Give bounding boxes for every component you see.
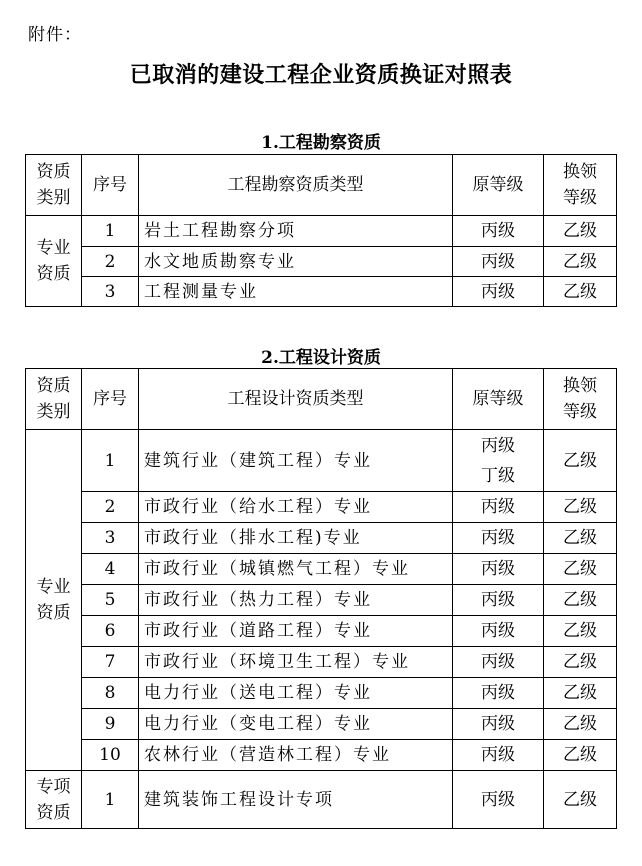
row-index: 3	[82, 523, 139, 554]
cell-line: 类别	[36, 188, 71, 208]
original-grade: 丙级	[453, 585, 544, 616]
cell-line: 类别	[36, 402, 71, 422]
cell-line: 资质	[36, 376, 71, 396]
col-header-index: 序号	[82, 155, 139, 216]
new-grade: 乙级	[544, 678, 617, 709]
original-grade: 丙级	[453, 647, 544, 678]
row-index: 2	[82, 247, 139, 277]
cell-line: 换领	[563, 376, 597, 396]
new-grade: 乙级	[544, 523, 617, 554]
cell-line: 资质	[36, 162, 71, 182]
col-header-new-grade	[544, 155, 617, 216]
qualification-type: 农林行业（营造林工程）专业	[139, 740, 453, 771]
cell-line: 专业	[36, 238, 71, 258]
category-cell	[26, 430, 82, 771]
qualification-type: 电力行业（变电工程）专业	[139, 709, 453, 740]
cell-line: 资质	[36, 603, 71, 623]
row-index: 1	[82, 430, 139, 492]
attachment-label: 附件：	[28, 25, 82, 45]
col-header-new-grade	[544, 369, 617, 430]
new-grade: 乙级	[544, 585, 617, 616]
new-grade: 乙级	[544, 277, 617, 307]
table-row	[26, 554, 617, 585]
new-grade: 乙级	[544, 709, 617, 740]
col-header-index: 序号	[82, 369, 139, 430]
qualification-type: 市政行业（道路工程）专业	[139, 616, 453, 647]
table-row	[26, 492, 617, 523]
original-grade	[453, 430, 544, 492]
new-grade: 乙级	[544, 740, 617, 771]
header-row	[26, 369, 617, 430]
qualification-type: 建筑装饰工程设计专项	[139, 771, 453, 829]
design-qualification-table	[25, 368, 617, 829]
new-grade: 乙级	[544, 492, 617, 523]
original-grade: 丙级	[453, 277, 544, 307]
table-row	[26, 647, 617, 678]
original-grade: 丙级	[453, 216, 544, 247]
document-title: 已取消的建设工程企业资质换证对照表	[129, 62, 513, 88]
table-row	[26, 709, 617, 740]
section-title-survey: 1.工程勘察资质	[261, 133, 381, 153]
col-header-category	[26, 155, 82, 216]
original-grade: 丙级	[453, 523, 544, 554]
col-header-category	[26, 369, 82, 430]
qualification-type: 市政行业（给水工程）专业	[139, 492, 453, 523]
original-grade: 丙级	[453, 616, 544, 647]
original-grade: 丙级	[453, 709, 544, 740]
col-header-orig-grade: 原等级	[453, 369, 544, 430]
row-index: 4	[82, 554, 139, 585]
row-index: 1	[82, 216, 139, 247]
new-grade: 乙级	[544, 647, 617, 678]
qualification-type: 建筑行业（建筑工程）专业	[139, 430, 453, 492]
table-row	[26, 678, 617, 709]
original-grade: 丙级	[453, 740, 544, 771]
row-index: 5	[82, 585, 139, 616]
original-grade: 丙级	[453, 771, 544, 829]
new-grade: 乙级	[544, 554, 617, 585]
cell-line: 换领	[563, 162, 597, 182]
category-cell	[26, 771, 82, 829]
qualification-type: 工程测量专业	[139, 277, 453, 307]
qualification-type: 岩土工程勘察分项	[139, 216, 453, 247]
section-title-design: 2.工程设计资质	[261, 348, 381, 368]
new-grade: 乙级	[544, 247, 617, 277]
row-index: 2	[82, 492, 139, 523]
cell-line: 等级	[563, 402, 597, 422]
table-row	[26, 523, 617, 554]
header-row	[26, 155, 617, 216]
row-index: 1	[82, 771, 139, 829]
cell-line: 专业	[36, 577, 71, 597]
table-row	[26, 216, 617, 247]
original-grade: 丙级	[453, 492, 544, 523]
row-index: 8	[82, 678, 139, 709]
col-header-type: 工程设计资质类型	[139, 369, 453, 430]
grade-line: 丁级	[481, 465, 515, 486]
row-index: 9	[82, 709, 139, 740]
new-grade: 乙级	[544, 616, 617, 647]
col-header-orig-grade: 原等级	[453, 155, 544, 216]
cell-line: 专项	[36, 776, 71, 797]
new-grade: 乙级	[544, 430, 617, 492]
table-row	[26, 740, 617, 771]
new-grade: 乙级	[544, 771, 617, 829]
original-grade: 丙级	[453, 678, 544, 709]
table-row	[26, 771, 617, 829]
survey-qualification-table	[25, 154, 617, 307]
qualification-type: 水文地质勘察专业	[139, 247, 453, 277]
row-index: 7	[82, 647, 139, 678]
grade-line: 丙级	[481, 435, 515, 456]
cell-line: 等级	[563, 188, 597, 208]
row-index: 6	[82, 616, 139, 647]
row-index: 10	[82, 740, 139, 771]
qualification-type: 市政行业（城镇燃气工程）专业	[139, 554, 453, 585]
new-grade: 乙级	[544, 216, 617, 247]
qualification-type: 电力行业（送电工程）专业	[139, 678, 453, 709]
qualification-type: 市政行业（热力工程）专业	[139, 585, 453, 616]
cell-line: 资质	[36, 264, 71, 284]
cell-line: 资质	[36, 802, 71, 823]
table-row	[26, 277, 617, 307]
category-cell	[26, 216, 82, 307]
original-grade: 丙级	[453, 554, 544, 585]
row-index: 3	[82, 277, 139, 307]
table-row	[26, 616, 617, 647]
original-grade: 丙级	[453, 247, 544, 277]
table-row	[26, 430, 617, 492]
qualification-type: 市政行业（排水工程)专业	[139, 523, 453, 554]
qualification-type: 市政行业（环境卫生工程）专业	[139, 647, 453, 678]
table-row	[26, 247, 617, 277]
col-header-type: 工程勘察资质类型	[139, 155, 453, 216]
table-row	[26, 585, 617, 616]
